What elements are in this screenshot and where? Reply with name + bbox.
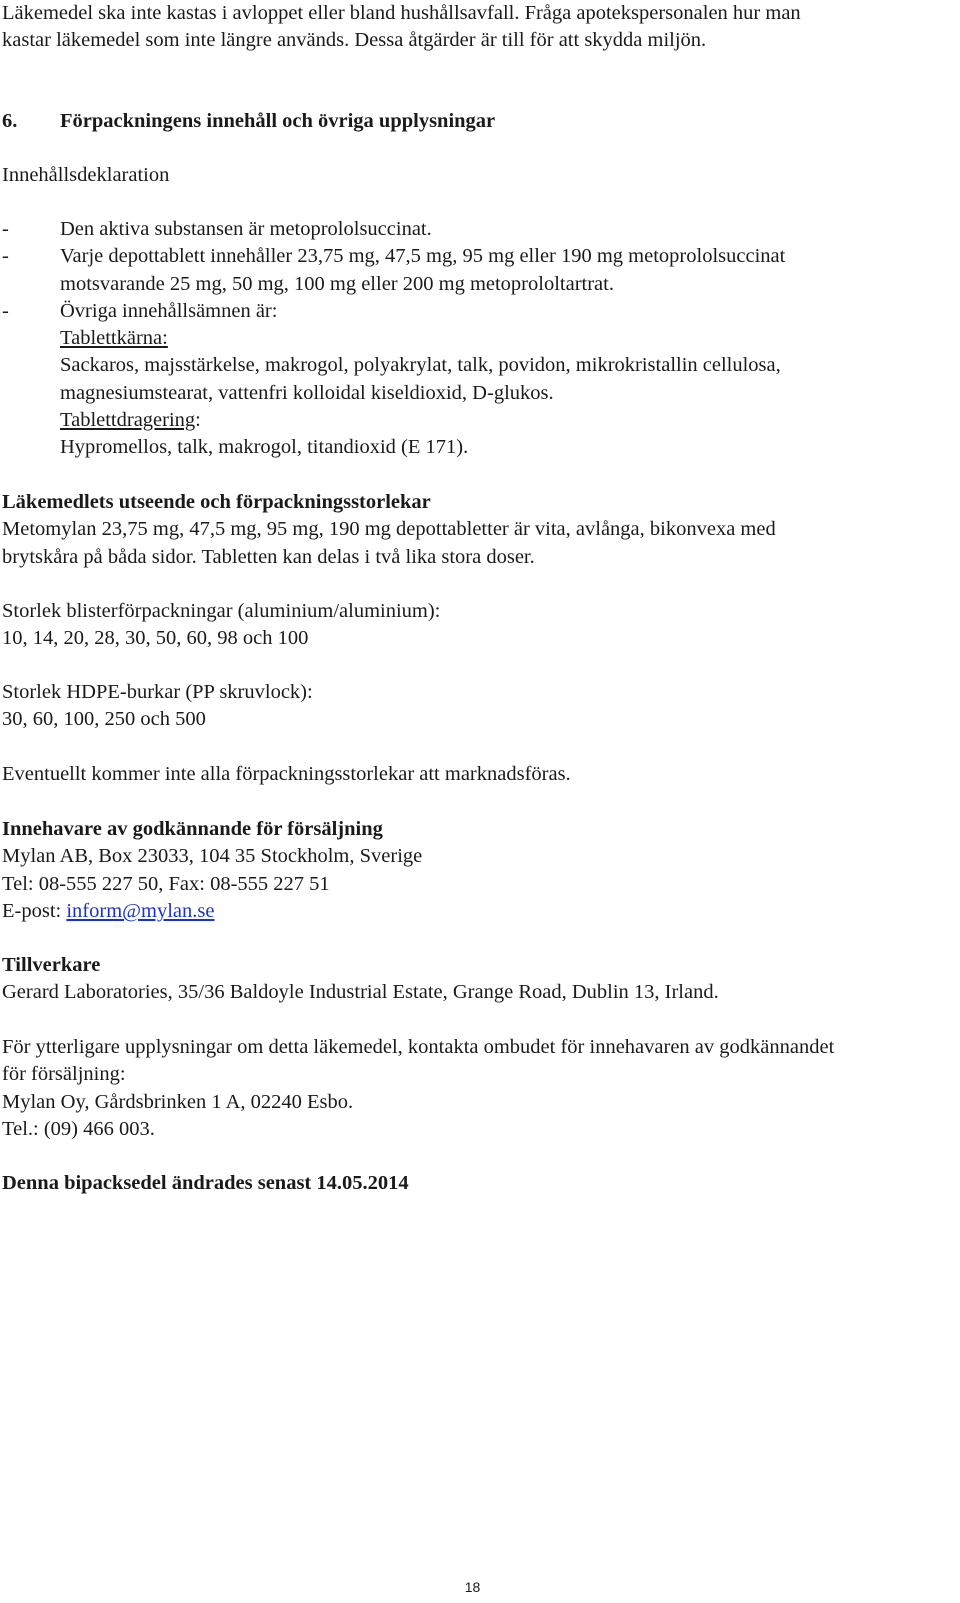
manufacturer-heading: Tillverkare [2, 954, 101, 976]
holder-email-line [2, 898, 422, 925]
contact-text: för försäljning: [2, 1063, 126, 1086]
contact-phone: Tel.: (09) 466 003. [2, 1117, 155, 1140]
holder-address: Mylan AB, Box 23033, 104 35 Stockholm, Sverige [2, 845, 423, 868]
contact-text: För ytterligare upplysningar om detta läkemedel, kontakta ombudet för innehavaren av godkännandet [2, 1036, 835, 1058]
declaration-item-excipients [2, 298, 952, 462]
appearance-text: brytskåra på båda sidor. Tabletten kan delas i två lika stora doser. [2, 545, 535, 568]
section-6-heading [2, 108, 495, 135]
list-dash: - [2, 245, 9, 268]
hdpe-values: 30, 60, 100, 250 och 500 [2, 708, 206, 731]
tablet-coating-label [60, 407, 952, 434]
hdpe-label: Storlek HDPE-burkar (PP skruvlock): [2, 681, 313, 703]
holder-phone: Tel: 08-555 227 50, Fax: 08-555 227 51 [2, 872, 330, 895]
blister-sizes [2, 598, 440, 653]
tablet-coating-label-text: Tablettdragering [60, 409, 196, 432]
declaration-item-text: Den aktiva substansen är metoprololsuccinat. [60, 218, 432, 240]
declaration-item-active-substance [2, 216, 952, 243]
tablet-core-text: Sackaros, majsstärkelse, makrogol, polyakrylat, talk, povidon, mikrokristallin cellulosa, [60, 354, 781, 377]
declaration-item-text: Varje depottablett innehåller 23,75 mg, 47,5 mg, 95 mg eller 190 mg metoprololsuccinat [60, 245, 786, 268]
section-6-title: Förpackningens innehåll och övriga upplysningar [60, 110, 496, 132]
declaration-heading: Innehållsdeklaration [2, 164, 170, 186]
declaration-item-strength [2, 243, 952, 298]
tablet-core-label: Tablettkärna: [60, 327, 168, 350]
declaration-item-text: motsvarande 25 mg, 50 mg, 100 mg eller 200 mg metoprololtartrat. [60, 272, 614, 295]
disposal-line-2: kastar läkemedel som inte längre används. Dessa åtgärder är till för att skydda miljön. [2, 29, 707, 52]
hdpe-sizes [2, 679, 313, 734]
page-number: 18 [464, 1579, 481, 1595]
declaration-item-text: Övriga innehållsämnen är: [60, 299, 278, 322]
manufacturer-address: Gerard Laboratories, 35/36 Baldoyle Industrial Estate, Grange Road, Dublin 13, Irland. [2, 981, 719, 1004]
contact-address: Mylan Oy, Gårdsbrinken 1 A, 02240 Esbo. [2, 1090, 354, 1113]
disposal-paragraph [2, 0, 801, 55]
holder-section [2, 816, 422, 925]
disposal-line-1: Läkemedel ska inte kastas i avloppet eller bland hushållsavfall. Fråga apotekspersonalen hur man [2, 2, 801, 24]
tablet-core-text: magnesiumstearat, vattenfri kolloidal kiseldioxid, D-glukos. [60, 381, 554, 404]
revision-date: Denna bipacksedel ändrades senast 14.05.2014 [2, 1172, 409, 1194]
appearance-text: Metomylan 23,75 mg, 47,5 mg, 95 mg, 190 mg depottabletter är vita, avlånga, bikonvexa med [2, 518, 776, 541]
email-prefix: E-post: [2, 899, 67, 922]
appearance-heading: Läkemedlets utseende och förpackningsstorlekar [2, 491, 431, 513]
contact-section [2, 1034, 834, 1143]
tablet-coating-colon: : [195, 409, 201, 432]
list-dash: - [2, 218, 9, 240]
blister-label: Storlek blisterförpackningar (aluminium/aluminium): [2, 600, 441, 622]
appearance-section [2, 489, 776, 571]
list-dash: - [2, 299, 9, 322]
blister-values: 10, 14, 20, 28, 30, 50, 60, 98 och 100 [2, 627, 309, 650]
tablet-coating-text: Hypromellos, talk, makrogol, titandioxid (E 171). [60, 436, 469, 459]
holder-heading: Innehavare av godkännande för försäljning [2, 818, 383, 840]
marketing-note: Eventuellt kommer inte alla förpackningsstorlekar att marknadsföras. [2, 763, 571, 785]
declaration-list [2, 216, 952, 462]
manufacturer-section [2, 952, 719, 1007]
section-6-number: 6. [2, 110, 18, 132]
email-link[interactable]: inform@mylan.se [66, 899, 215, 922]
